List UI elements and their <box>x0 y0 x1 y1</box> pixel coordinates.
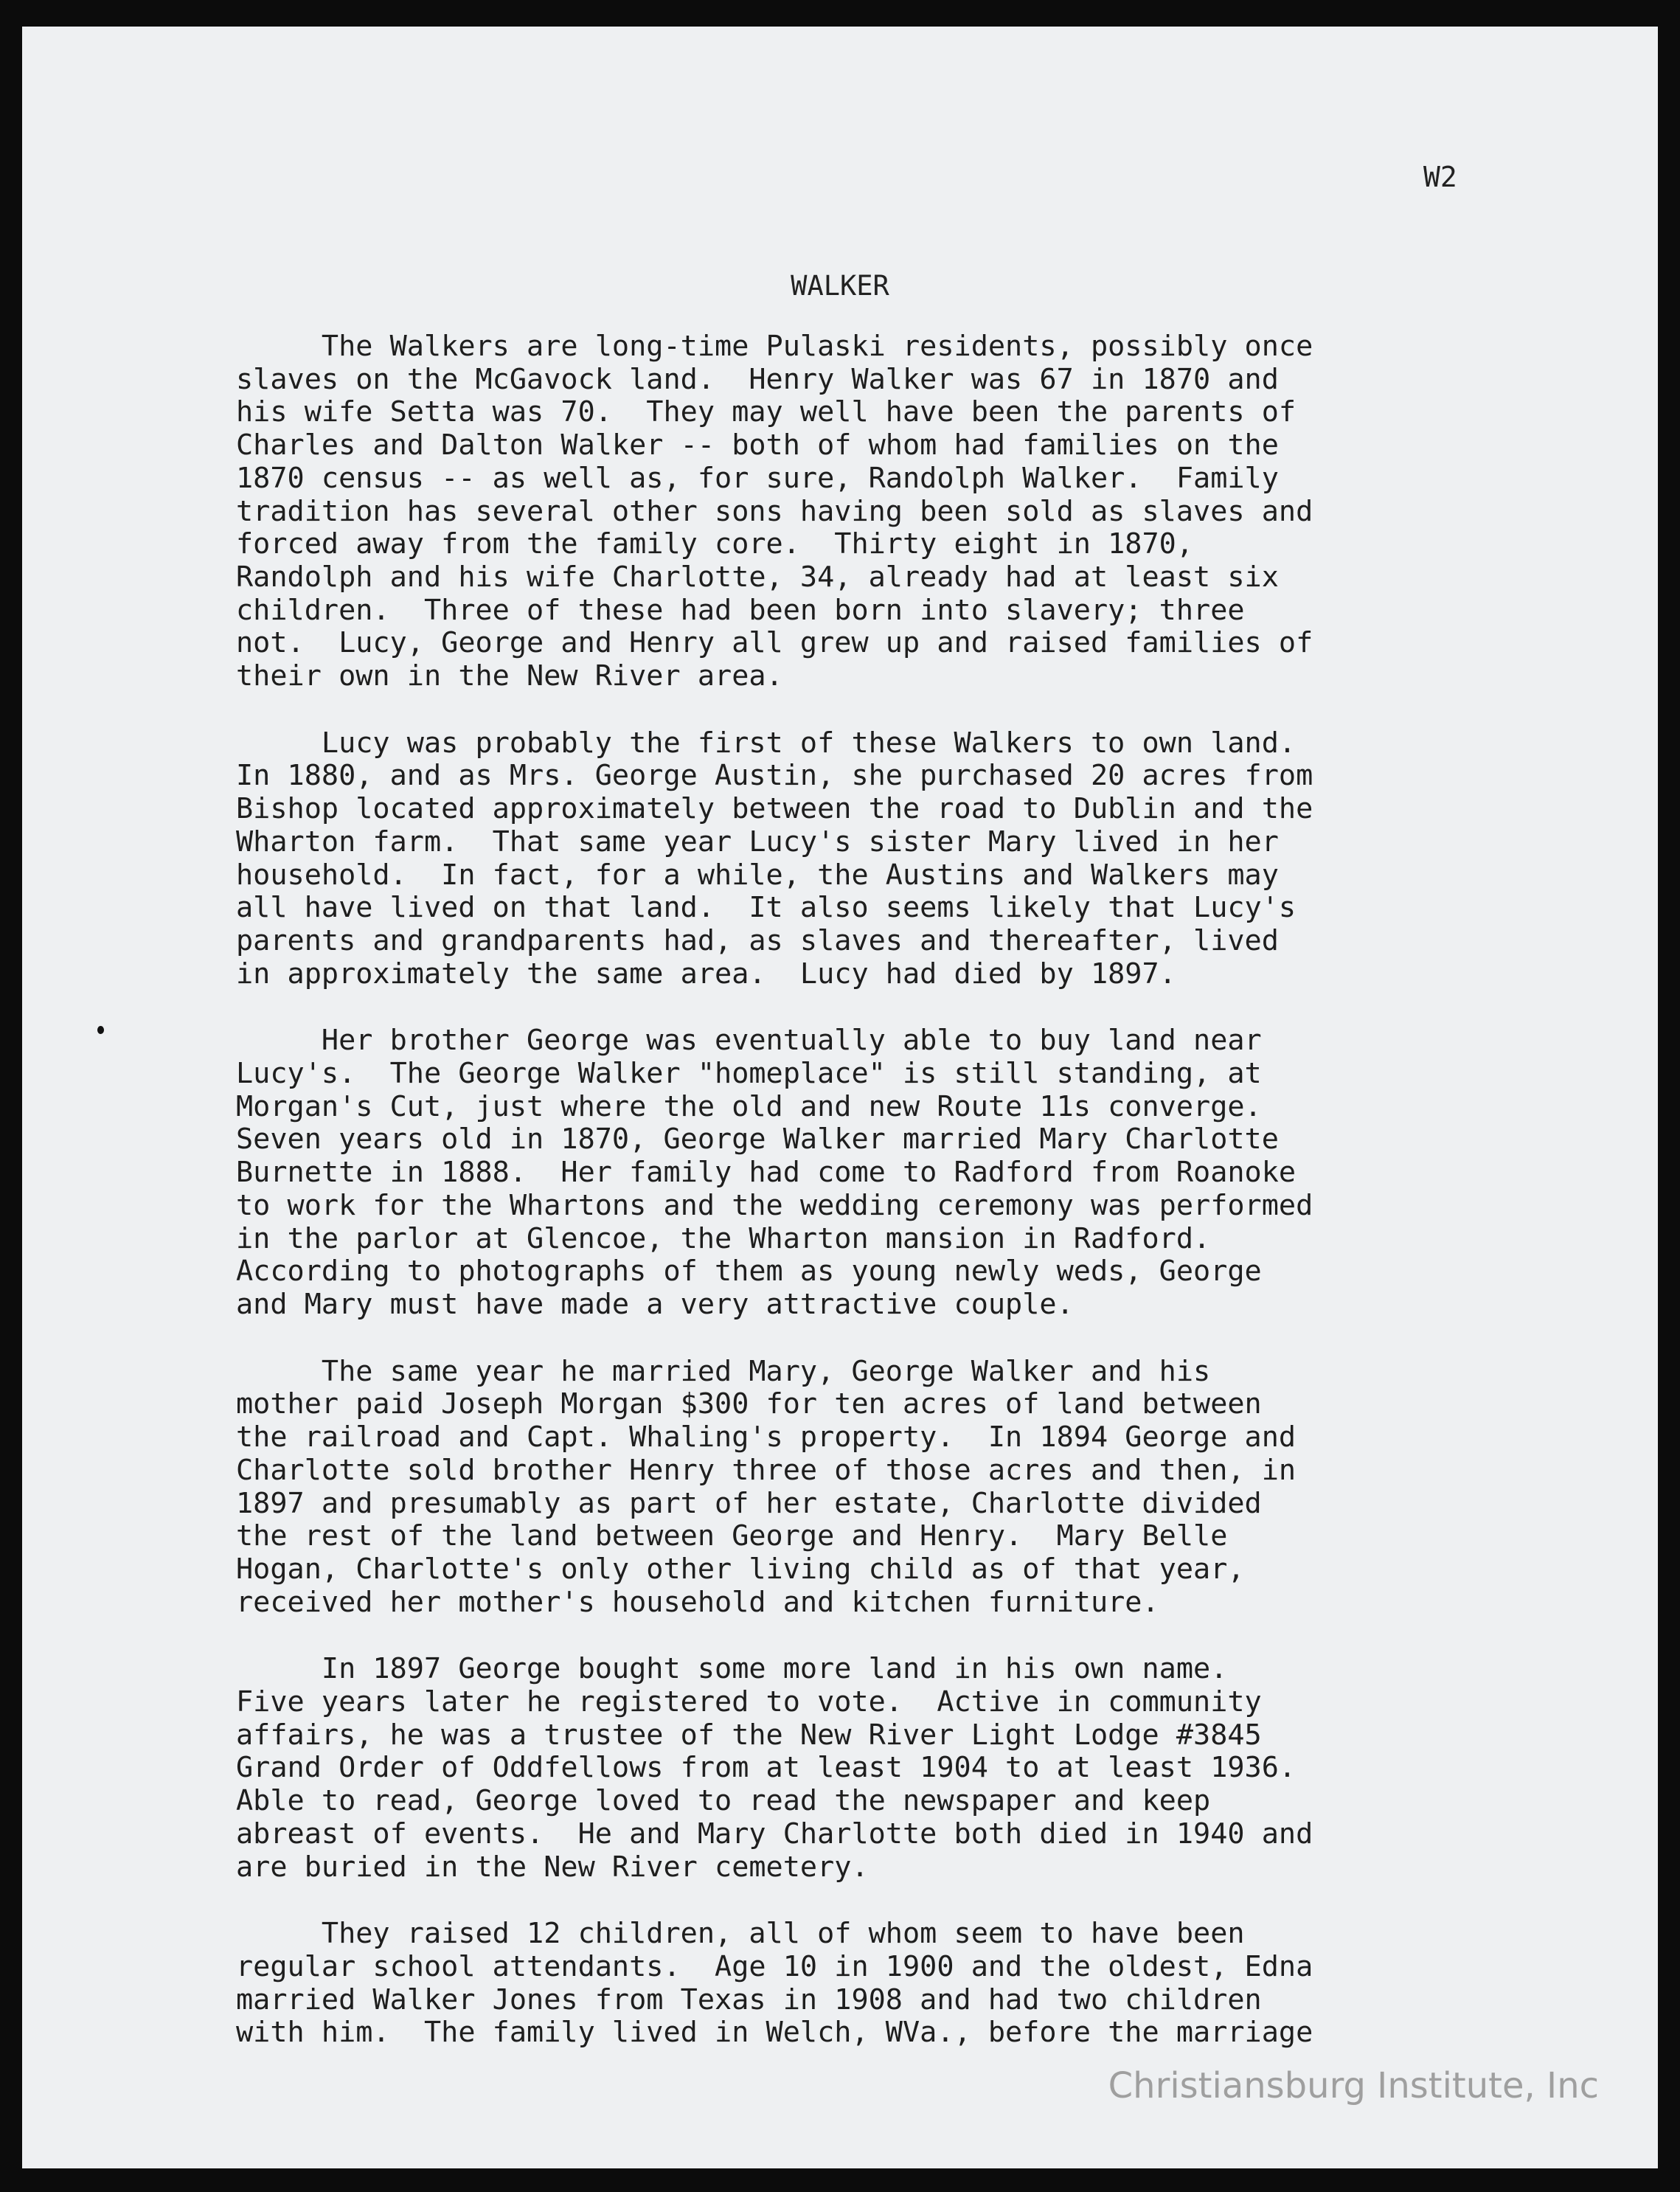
document-title: WALKER <box>791 270 889 302</box>
paragraph: Her brother George was eventually able to buy land near Lucy's. The George Walker "homeplace" is still standing, at Morgan's Cut, just where the old and new Route 11s converge. Seven years old in 1870, George Walker married Mary Charlotte Burnette in 1888. Her family had come to Radford from Roanoke to work for the Whartons and the wedding ceremony was performed in the parlor at Glencoe, the Wharton mansion in Radford. According to photographs of them as young newly weds, George and Mary must have made a very attractive couple. <box>236 1024 1313 1321</box>
paragraph: Lucy was probably the first of these Walkers to own land. In 1880, and as Mrs. George Austin, she purchased 20 acres from Bishop located approximately between the road to Dublin and the Wharton farm. That same year Lucy's sister Mary lived in her household. In fact, for a while, the Austins and Walkers may all have lived on that land. It also seems likely that Lucy's parents and grandparents had, as slaves and thereafter, lived in approximately the same area. Lucy had died by 1897. <box>236 726 1313 991</box>
page-number: W2 <box>1423 161 1457 193</box>
paragraph: In 1897 George bought some more land in his own name. Five years later he registered to vote. Active in community affairs, he was a trustee of the New River Light Lodge #3845 Grand Order of Oddfellows from at least 1904 to at least 1936. Able to read, George loved to read the newspaper and keep abreast of events. He and Mary Charlotte both died in 1940 and are buried in the New River cemetery. <box>236 1652 1313 1884</box>
paragraph: They raised 12 children, all of whom seem to have been regular school attendants. Age 10 in 1900 and the oldest, Edna married Walker Jones from Texas in 1908 and had two children with him. The family lived in Welch, WVa., before the marriage <box>236 1917 1313 2050</box>
document-body <box>236 330 1504 2084</box>
paragraph: The Walkers are long-time Pulaski residents, possibly once slaves on the McGavock land. Henry Walker was 67 in 1870 and his wife Setta was 70. They may well have been the parents of Charles and Dalton Walker -- both of whom had families on the 1870 census -- as well as, for sure, Randolph Walker. Family tradition has several other sons having been sold as slaves and forced away from the family core. Thirty eight in 1870, Randolph and his wife Charlotte, 34, already had at least six children. Three of these had been born into slavery; three not. Lucy, George and Henry all grew up and raised families of their own in the New River area. <box>236 330 1313 693</box>
ink-speck <box>97 1026 104 1034</box>
watermark: Christiansburg Institute, Inc <box>1108 2065 1599 2106</box>
paragraph: The same year he married Mary, George Walker and his mother paid Joseph Morgan $300 for ten acres of land between the railroad and Capt. Whaling's property. In 1894 George and Charlotte sold brother Henry three of those acres and then, in 1897 and presumably as part of her estate, Charlotte divided the rest of the land between George and Henry. Mary Belle Hogan, Charlotte's only other living child as of that year, received her mother's household and kitchen furniture. <box>236 1354 1297 1619</box>
